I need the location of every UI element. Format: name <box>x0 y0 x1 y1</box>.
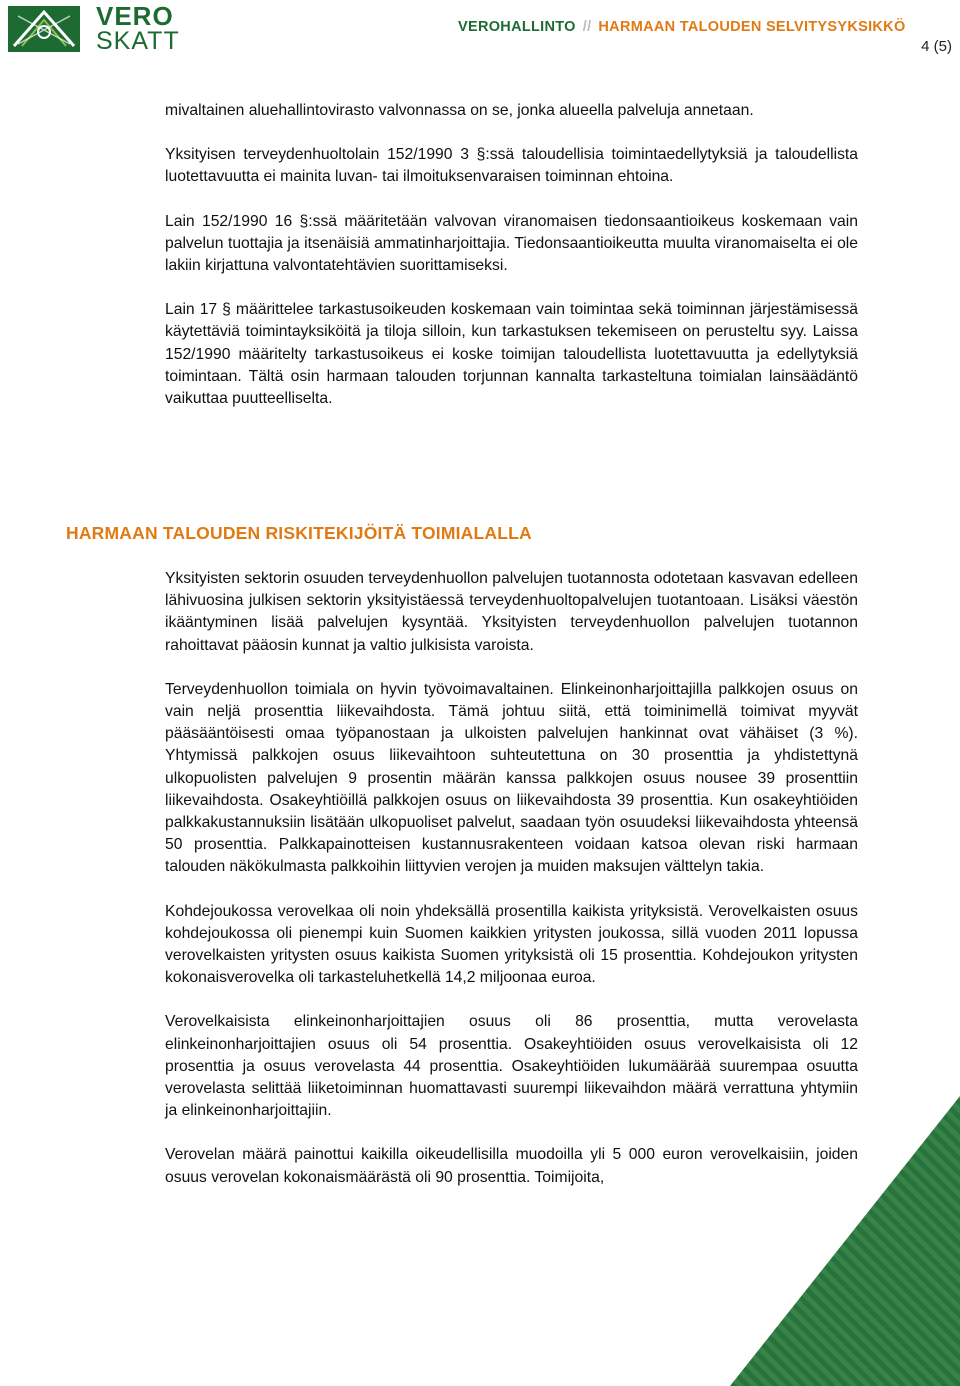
header-unit: HARMAAN TALOUDEN SELVITYSYKSIKKÖ <box>598 19 906 35</box>
paragraph: mivaltainen aluehallintovirasto valvonnassa on se, jonka alueella palveluja annetaan. <box>165 102 754 119</box>
page-number: 4 (5) <box>921 38 952 55</box>
section-heading: HARMAAN TALOUDEN RISKITEKIJÖITÄ TOIMIALALLA <box>66 523 532 543</box>
body-text-bottom <box>165 568 858 1211</box>
paragraph: Yksityisen terveydenhuoltolain 152/1990 3 §:ssä taloudellisia toimintaedellytyksiä ja taloudellista luotettavuutta ei mainita luvan- tai ilmoituksenvaraisen toiminnan ehtoina. <box>165 146 858 186</box>
logo-text-vero: VERO <box>96 1 174 31</box>
paragraph: Kohdejoukossa verovelkaa oli noin yhdeksällä prosentilla kaikista yrityksistä. Verovelkaisten osuus kohdejoukossa oli pienempi kuin Suomen kaikkien yritysten joukossa, sillä vuoden 2011 lopussa verovelkaisten yritysten osuus kaikista Suomen yrityksistä oli 15 prosenttia. Kohdejoukon yritysten kokonaisverovelka oli tarkasteluhetkellä 14,2 miljoonaa euroa. <box>165 902 858 987</box>
header-separator: // <box>582 19 592 35</box>
logo-text-skatt: SKATT <box>96 27 180 55</box>
paragraph: Yksityisten sektorin osuuden terveydenhuollon palvelujen tuotannosta odotetaan kasvavan edelleen lähivuosina julkisen sektorin yksityistäessä terveydenhuoltopalvelujen tuotantoaan. Lisäksi väestön ikääntyminen lisää palvelujen kysyntää. Yksityisten terveydenhuollon palvelujen tuotannon rahoittavat pääosin kunnat ja valtio julkisista varoista. <box>165 570 858 654</box>
body-text-top <box>165 100 858 432</box>
paragraph: Lain 17 § määrittelee tarkastusoikeuden koskemaan vain toimintaa sekä toiminnan järjestämisessä käytettäviä toimintayksiköitä ja tiloja silloin, kun tarkastuksen tekemiseen on perusteltu syy. Laissa 152/1990 määritelty tarkastusoikeus ei koske toimijan taloudellista luotettavuutta ja edellytyksiä toimintaan. Tältä osin harmaan talouden torjunnan kannalta tarkasteltuna toimialan lainsäädäntö vaikuttaa puutteelliselta. <box>165 301 858 408</box>
header-org: VEROHALLINTO <box>458 19 576 35</box>
logo-emblem-icon <box>8 6 80 52</box>
paragraph: Verovelan määrä painottui kaikilla oikeudellisilla muodoilla yli 5 000 euron verovelkaisiin, joiden osuus verovelan kokonaismäärästä oli 90 prosenttia. Toimijoita, <box>165 1146 858 1186</box>
paragraph: Terveydenhuollon toimiala on hyvin työvoimavaltainen. Elinkeinonharjoittajilla palkkojen osuus on vain neljä prosenttia liikevaihdosta. Tämä johtuu siitä, että toiminimellä toimivat myyvät pääsääntöisesti omaa työpanostaan ja ulkoisten palvelujen hankinnat ovat vähäiset (3 %). Yhtymissä palkkojen osuus liikevaihtoon suhteutettuna on 30 prosenttia ja yhdistettynä ulkopuolisten palvelujen 9 prosentin määrän kanssa palkkojen osuus nousee 39 prosenttiin liikevaihdosta. Osakeyhtiöillä palkkojen osuus on liikevaihdosta 39 prosenttia. Kun osakeyhtiöiden palkkakustannuksiin lisätään ulkopuoliset palvelut, saadaan työn osuudeksi liikevaihdosta yhteensä 50 prosenttia. Palkkapainotteisen kustannusrakenteen voidaan katsoa olevan riski harmaan talouden näkökulmasta palkkoihin liittyvien verojen ja muiden maksujen välttelyn takia. <box>165 680 858 876</box>
paragraph: Verovelkaisista elinkeinonharjoittajien osuus oli 86 prosenttia, mutta verovelasta elinkeinonharjoittajien osuus oli 54 prosenttia. Osakeyhtiöiden osuus verovelkaisista oli 12 prosenttia ja osuus verovelasta 44 prosenttia. Osakeyhtiöiden lukumäärää suurempaa osuutta verovelasta selittää liiketoiminnan huomattavasti suurempi liikevaihdon määrä verrattuna yhtymiin ja elinkeinonharjoittajiin. <box>165 1013 858 1120</box>
document-header <box>458 19 906 35</box>
paragraph: Lain 152/1990 16 §:ssä määritetään valvovan viranomaisen tiedonsaantioikeus koskemaan vain palvelun tuottajia ja itsenäisiä ammatinharjoittajia. Tiedonsaantioikeutta muulta viranomaiselta ei ole lakiin kirjattuna valvontatehtävien suorittamiseksi. <box>165 212 858 275</box>
vero-skatt-logo <box>0 0 180 56</box>
